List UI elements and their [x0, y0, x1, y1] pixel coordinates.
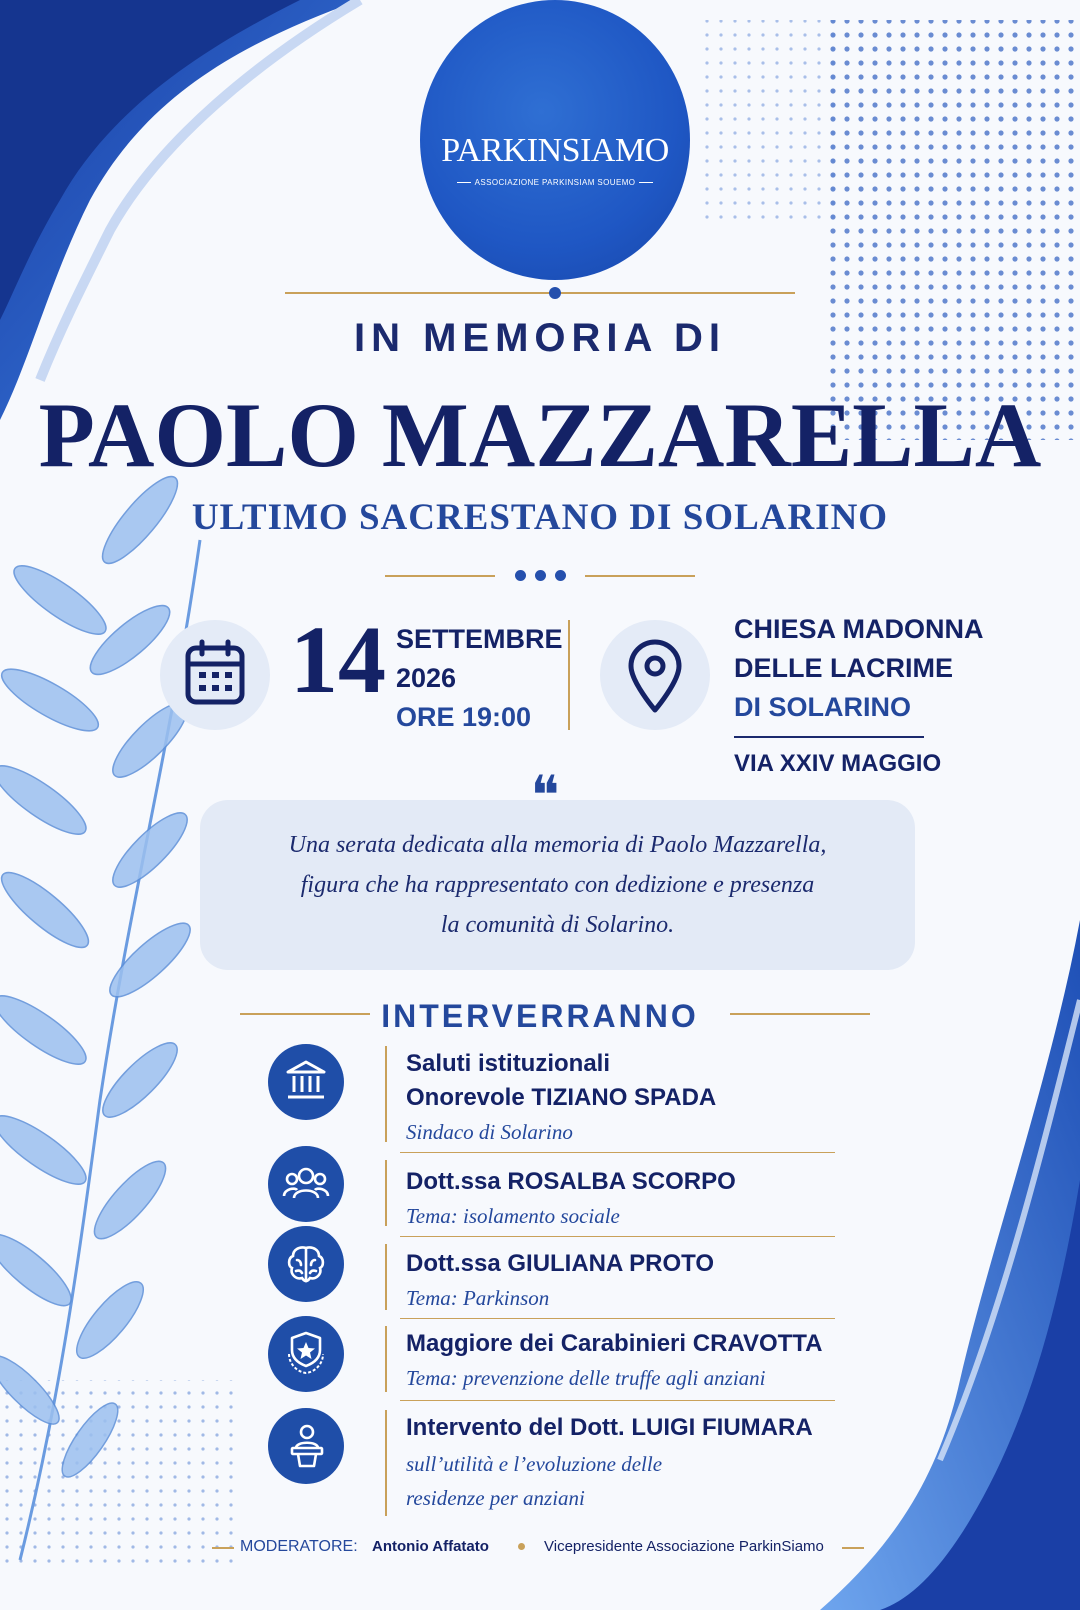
- in-memoria-label: IN MEMORIA DI: [353, 316, 727, 360]
- logo-name: PARKINSIAMO: [441, 132, 669, 169]
- quote-line-1: Una serata dedicata alla memoria di Paolo Mazzarella,: [288, 832, 827, 858]
- quote-mark-icon: ❝: [530, 766, 560, 826]
- speaker-bar: [385, 1046, 387, 1142]
- speaker-2-line-1: Dott.ssa ROSALBA SCORPO: [406, 1168, 736, 1195]
- speaker-3-line-1: Dott.ssa GIULIANA PROTO: [406, 1250, 715, 1277]
- venue-line-1: CHIESA MADONNA: [734, 614, 984, 644]
- speaker-5-note: sull’utilità e l’evoluzione delle: [406, 1452, 663, 1476]
- speaker-1-line-2: Onorevole TIZIANO SPADA: [406, 1084, 717, 1111]
- moderator-role: Vicepresidente Associazione ParkinSiamo: [544, 1538, 824, 1555]
- speaker-5-note-2: residenze per anziani: [406, 1486, 585, 1510]
- group-icon: [283, 1164, 329, 1204]
- venue-underline: [734, 736, 924, 738]
- speaker-4-line-1: Maggiore dei Carabinieri CRAVOTTA: [406, 1330, 823, 1357]
- venue-line-2: DELLE LACRIME: [734, 653, 953, 683]
- row-separator: [400, 1318, 835, 1319]
- speaker-podium-icon: [287, 1424, 327, 1468]
- brain-icon: [285, 1244, 327, 1284]
- speaker-2-note: Tema: isolamento sociale: [406, 1204, 620, 1228]
- divider-line: [212, 1547, 234, 1549]
- speaker-bar: [385, 1244, 387, 1310]
- moderator-name: Antonio Affatato: [372, 1538, 489, 1555]
- event-month: SETTEMBRE: [396, 624, 563, 654]
- divider-line: [385, 575, 495, 577]
- divider-line: [585, 575, 695, 577]
- speaker-bar: [385, 1410, 387, 1516]
- row-separator: [400, 1236, 835, 1237]
- moderator-label: MODERATORE:: [240, 1538, 358, 1555]
- speakers-title: INTERVERRANNO: [381, 998, 699, 1034]
- honoree-name: PAOLO MAZZARELLA: [38, 384, 1042, 486]
- speaker-4-note: Tema: prevenzione delle truffe agli anziani: [406, 1366, 766, 1390]
- row-separator: [400, 1152, 835, 1153]
- venue-street: VIA XXIV MAGGIO: [734, 750, 942, 777]
- date-venue-separator: [568, 620, 570, 730]
- speaker-1-line-1: Saluti istituzionali: [406, 1050, 611, 1077]
- event-day: 14: [290, 606, 386, 713]
- venue-line-3: DI SOLARINO: [734, 692, 912, 722]
- speaker-3-note: Tema: Parkinson: [406, 1286, 550, 1310]
- quote-line-3: la comunità di Solarino.: [440, 912, 675, 938]
- police-badge-icon: [285, 1330, 327, 1376]
- moderator-footer: [0, 1536, 1080, 1560]
- speaker-1-note: Sindaco di Solarino: [406, 1120, 573, 1144]
- logo-subtitle: ASSOCIAZIONE PARKINSIAM SOUEMO: [450, 178, 660, 187]
- quote-line-2: figura che ha rappresentato con dedizione e presenza: [300, 872, 815, 898]
- row-separator: [400, 1400, 835, 1401]
- divider-dot: [515, 570, 526, 581]
- divider-dot: [555, 570, 566, 581]
- divider-line: [285, 292, 795, 294]
- divider-dot: [549, 287, 561, 299]
- institution-icon: [286, 1060, 326, 1102]
- honoree-role: ULTIMO SACRESTANO DI SOLARINO: [191, 497, 889, 538]
- divider-line: [842, 1547, 864, 1549]
- speaker-bar: [385, 1326, 387, 1392]
- location-pin-icon: [627, 638, 683, 714]
- divider-dot: [535, 570, 546, 581]
- event-year: 2026: [396, 663, 457, 693]
- calendar-icon: [185, 640, 245, 706]
- separator-dot: [518, 1543, 525, 1550]
- association-logo: [420, 0, 690, 280]
- speaker-5-line-1: Intervento del Dott. LUIGI FIUMARA: [406, 1414, 813, 1441]
- event-time: ORE 19:00: [396, 702, 532, 732]
- speaker-bar: [385, 1160, 387, 1226]
